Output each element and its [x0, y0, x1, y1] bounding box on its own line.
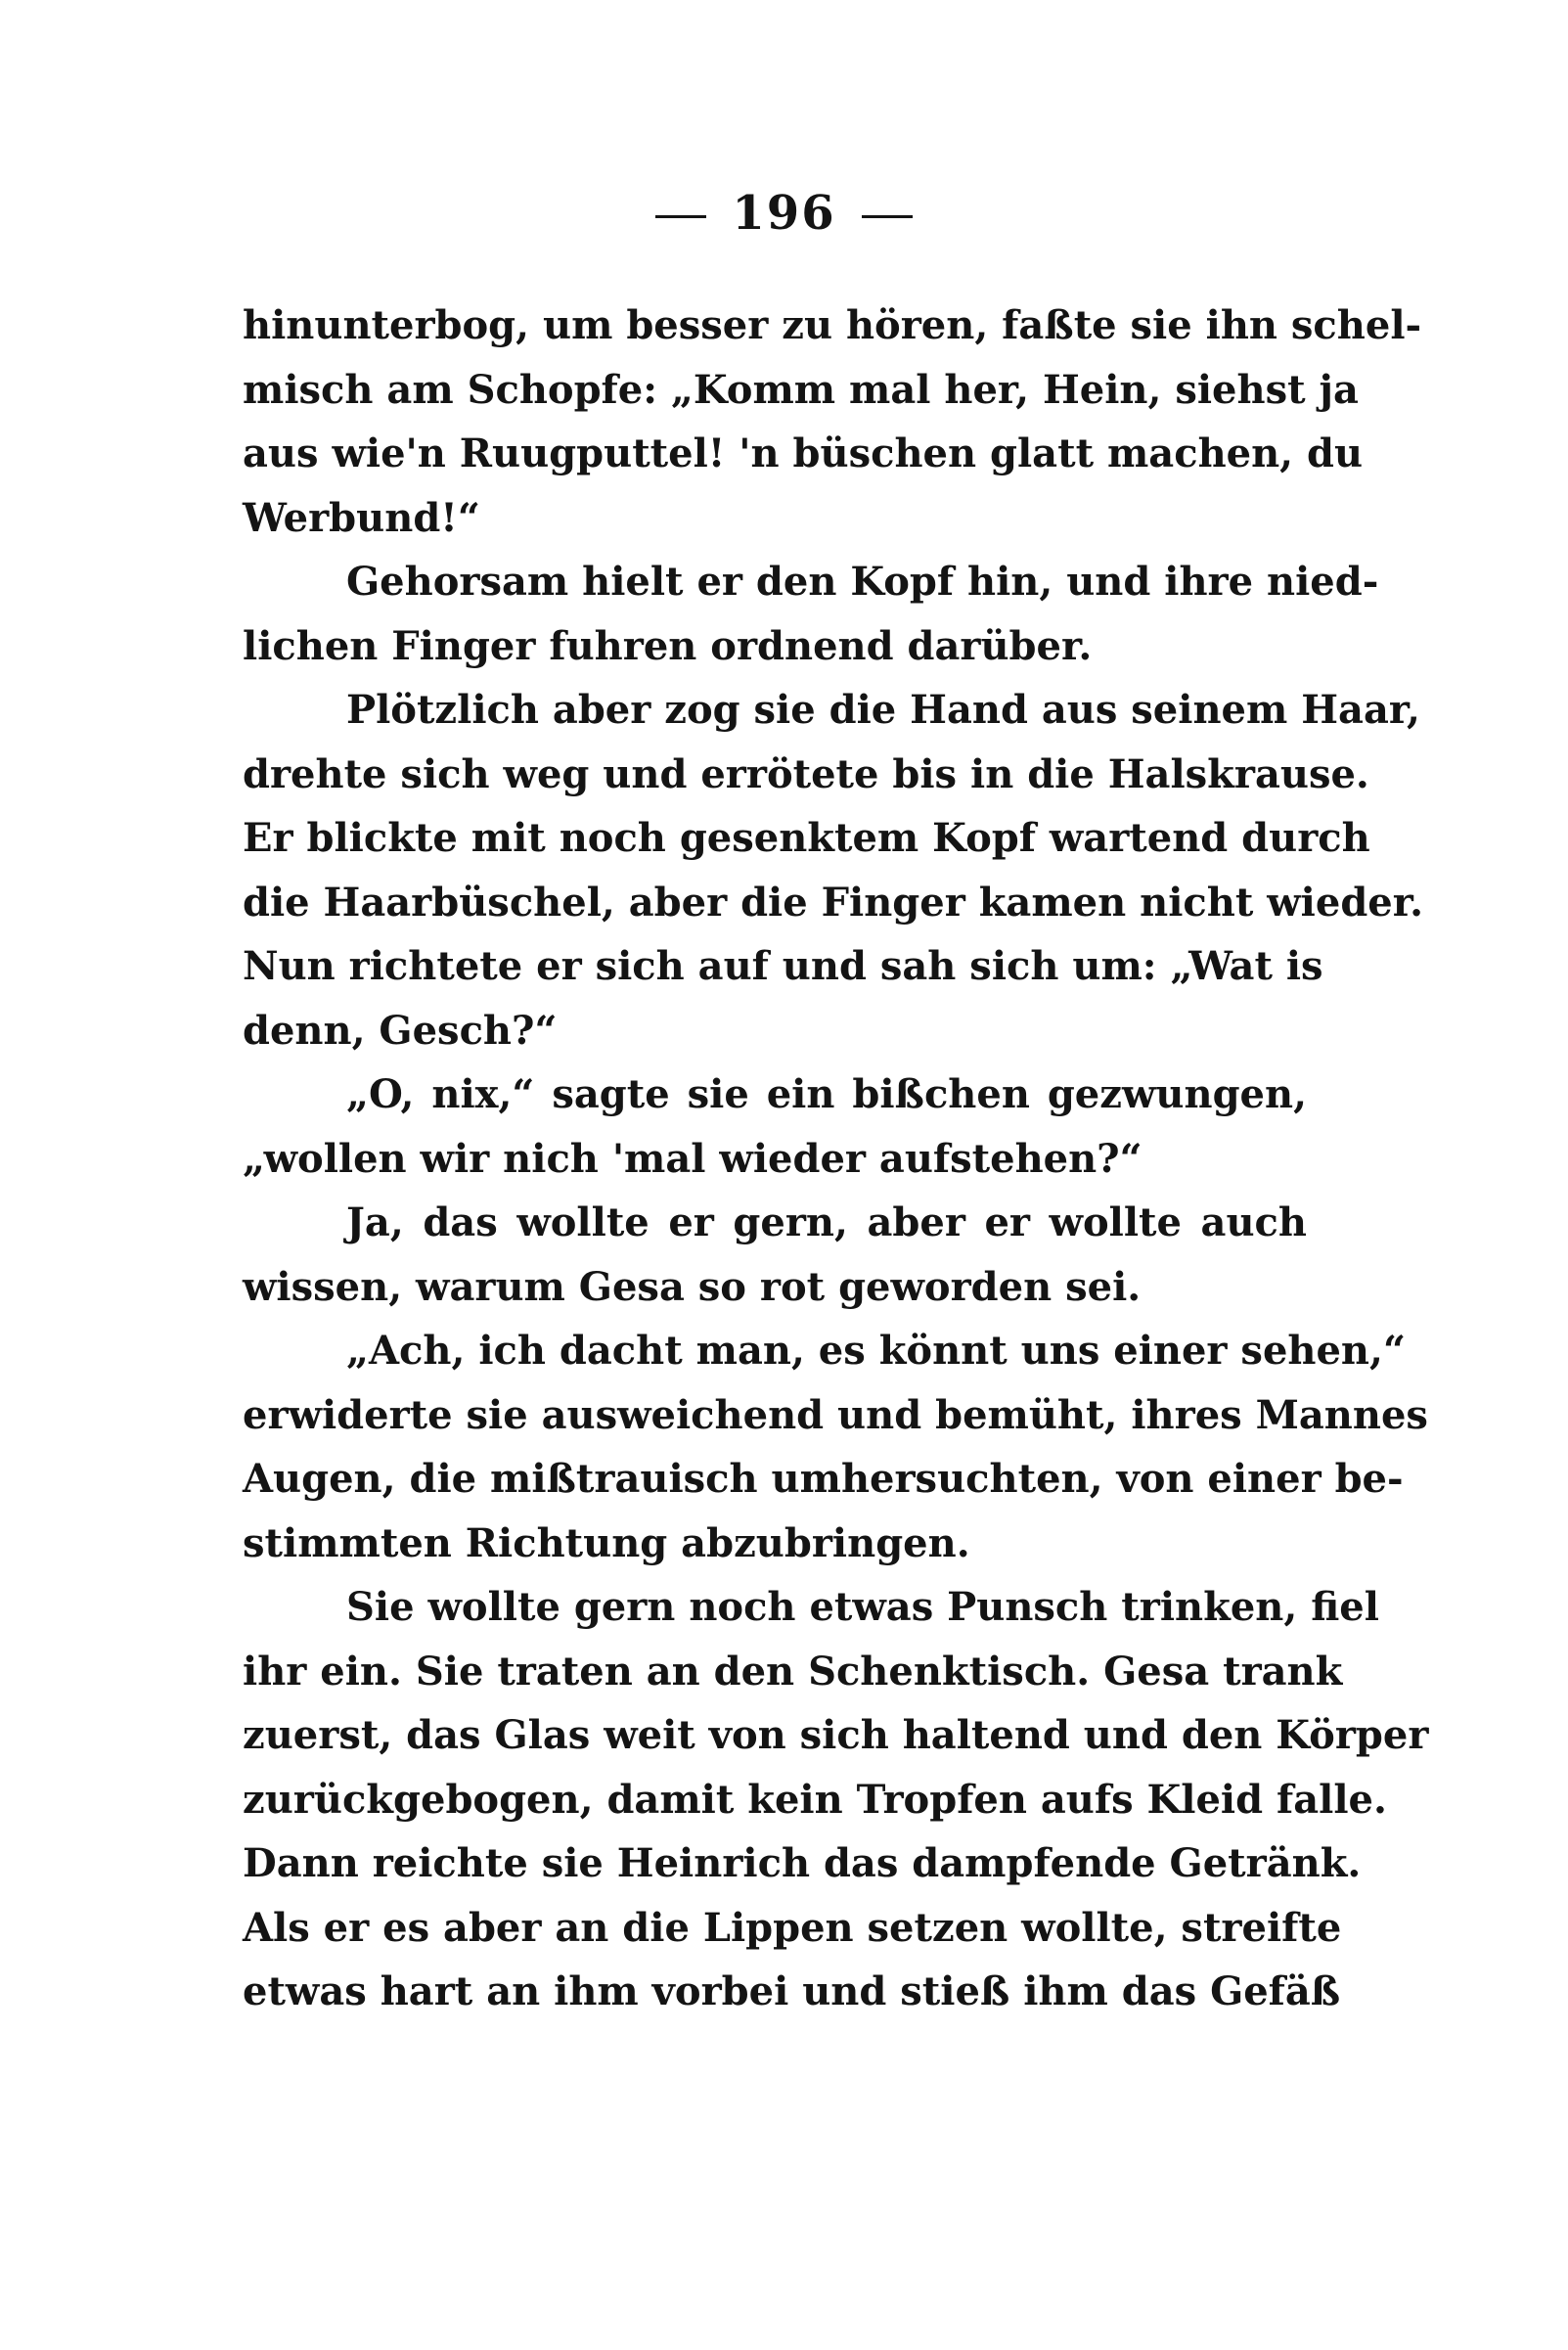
text-line: aus wie'n Ruugputtel! 'n büschen glatt machen, du: [243, 430, 1364, 476]
text-line: „O, nix,“ sagte sie ein bißchen gezwungen,: [346, 1071, 1307, 1117]
text-line: Er blickte mit noch gesenktem Kopf wartend durch: [243, 815, 1370, 861]
text-line: Gehorsam hielt er den Kopf hin, und ihre nied-: [346, 559, 1379, 605]
paragraph-2: [243, 550, 1379, 678]
text-line: Nun richtete er sich auf und sah sich um: „Wat is: [243, 943, 1323, 989]
paragraph-3: [243, 678, 1424, 1062]
body-text: [243, 294, 1429, 2024]
right-dash: [862, 215, 913, 218]
paragraph-7: [243, 1575, 1429, 2024]
text-line: drehte sich weg und errötete bis in die Halskrause.: [243, 750, 1369, 797]
paragraph-5: [243, 1191, 1307, 1319]
text-line: Als er es aber an die Lippen setzen wollte, streifte: [243, 1904, 1342, 1951]
text-line: denn, Gesch?“: [243, 1007, 558, 1054]
text-line: Werbund!“: [243, 494, 480, 541]
text-line: Sie wollte gern noch etwas Punsch trinken, fiel: [346, 1584, 1379, 1630]
paragraph-6: [243, 1319, 1428, 1575]
text-line: stimmten Richtung abzubringen.: [243, 1519, 970, 1566]
text-line: die Haarbüschel, aber die Finger kamen nicht wieder.: [243, 879, 1424, 926]
page-number: 196: [732, 186, 836, 241]
left-dash: [655, 215, 706, 218]
text-line: hinunterbog, um besser zu hören, faßte sie ihn schel-: [243, 302, 1422, 348]
text-line: Plötzlich aber zog sie die Hand aus seinem Haar,: [346, 687, 1420, 733]
text-line: zurückgebogen, damit kein Tropfen aufs Kleid falle.: [243, 1776, 1387, 1823]
text-line: „wollen wir nich 'mal wieder aufstehen?“: [243, 1135, 1142, 1182]
text-line: erwiderte sie ausweichend und bemüht, ihres Mannes: [243, 1391, 1428, 1438]
text-line: lichen Finger fuhren ordnend darüber.: [243, 622, 1093, 669]
text-line: Augen, die mißtrauisch umhersuchten, von einer be-: [243, 1456, 1404, 1502]
page-number-header: [0, 186, 1568, 241]
text-line: Dann reichte sie Heinrich das dampfende Getränk.: [243, 1840, 1362, 1886]
paragraph-1: [243, 294, 1422, 550]
text-line: misch am Schopfe: „Komm mal her, Hein, siehst ja: [243, 366, 1359, 413]
text-line: wissen, warum Gesa so rot geworden sei.: [243, 1263, 1142, 1310]
paragraph-4: [243, 1062, 1307, 1191]
text-line: zuerst, das Glas weit von sich haltend und den Körper: [243, 1712, 1429, 1758]
text-line: etwas hart an ihm vorbei und stieß ihm das Gefäß: [243, 1968, 1341, 2014]
text-line: ihr ein. Sie traten an den Schenktisch. Gesa trank: [243, 1648, 1343, 1695]
text-line: Ja, das wollte er gern, aber er wollte auch: [346, 1199, 1307, 1245]
text-line: „Ach, ich dacht man, es könnt uns einer sehen,“: [346, 1328, 1406, 1374]
